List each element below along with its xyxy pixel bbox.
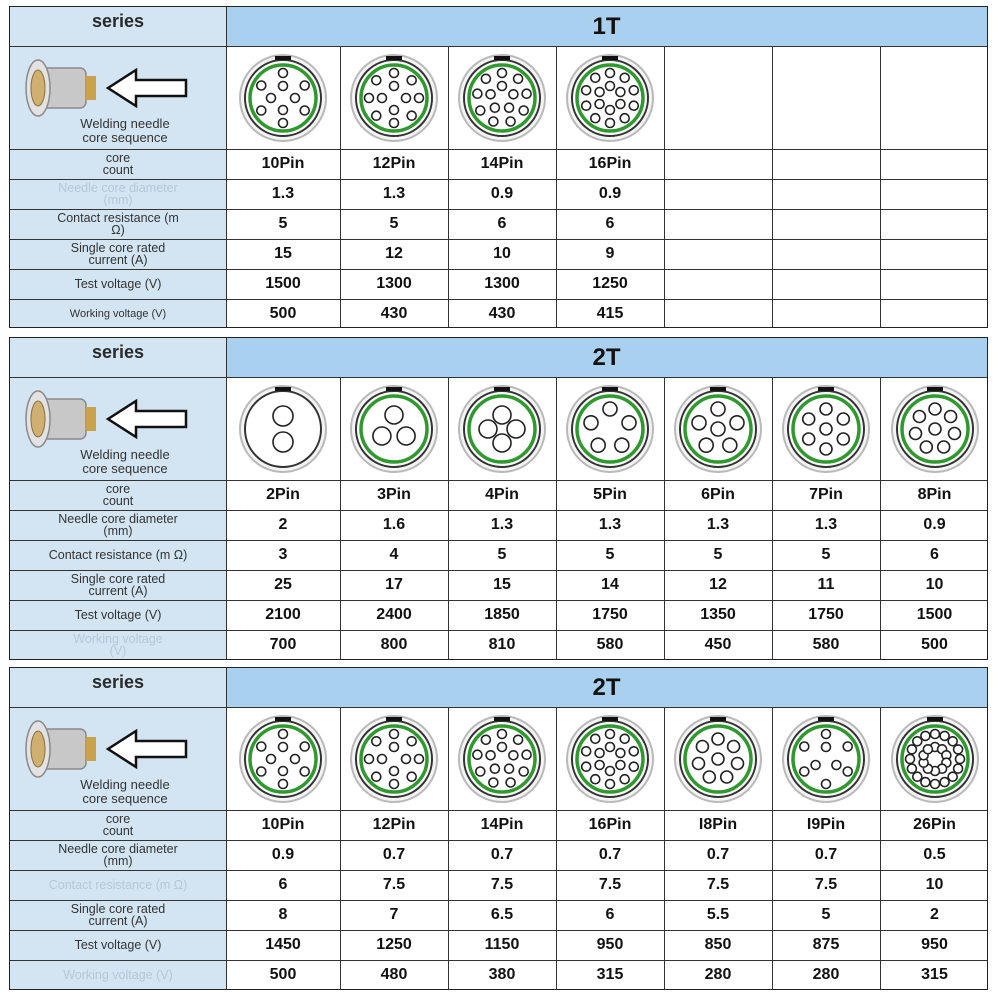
value-cell: 0.7 bbox=[598, 846, 622, 863]
value-cell: 6 bbox=[497, 215, 507, 232]
row-label-line: current (A) bbox=[88, 584, 148, 598]
connector-face-icon bbox=[780, 713, 872, 805]
value-cell: 4 bbox=[389, 546, 399, 563]
value-cell: 0.7 bbox=[382, 846, 406, 863]
value-cell: 11 bbox=[817, 576, 835, 593]
value-cell: 0.7 bbox=[814, 846, 838, 863]
value-cell: 10Pin bbox=[261, 155, 305, 172]
value-cell: 7.5 bbox=[382, 876, 406, 893]
value-cell: 6 bbox=[278, 876, 288, 893]
value-cell: 850 bbox=[704, 936, 732, 953]
connector-side-view-icon bbox=[16, 715, 226, 785]
value-cell: 5 bbox=[605, 546, 615, 563]
value-cell: 15 bbox=[274, 245, 292, 262]
row-label-line: Test voltage (V) bbox=[74, 608, 162, 622]
value-cell: 16Pin bbox=[588, 155, 632, 172]
connector-pinout-4pin bbox=[448, 377, 556, 480]
connector-pinout-10pin bbox=[226, 46, 340, 149]
row-label-contact bbox=[10, 871, 226, 899]
value-cell: 10Pin bbox=[261, 816, 305, 833]
value-cell: 12Pin bbox=[372, 816, 416, 833]
connector-face-icon bbox=[456, 713, 548, 805]
value-cell: 1.3 bbox=[598, 516, 622, 533]
row-label-test-v bbox=[10, 270, 226, 298]
spec-panel-2t bbox=[9, 667, 988, 990]
connector-face-icon bbox=[780, 383, 872, 475]
series-title: 2T bbox=[226, 338, 987, 378]
value-cell: 5.5 bbox=[706, 906, 730, 923]
value-cell: 800 bbox=[380, 636, 408, 653]
connector-pinout-7pin bbox=[772, 377, 880, 480]
value-cell: 500 bbox=[921, 636, 948, 653]
value-cell: 1.3 bbox=[706, 516, 730, 533]
connector-pinout-12pin bbox=[340, 46, 448, 149]
row-label-contact bbox=[10, 541, 226, 569]
value-cell: 280 bbox=[704, 966, 732, 983]
value-cell: 1.3 bbox=[382, 185, 406, 202]
connector-face-icon bbox=[564, 383, 656, 475]
value-cell: 2Pin bbox=[266, 486, 300, 503]
connector-face-icon bbox=[889, 383, 981, 475]
row-label-line: (mm) bbox=[103, 193, 133, 207]
row-label-line: current (A) bbox=[88, 253, 148, 267]
value-cell: 6 bbox=[605, 906, 615, 923]
value-cell: 875 bbox=[812, 936, 840, 953]
welding-label-line: Welding needle bbox=[80, 116, 170, 131]
row-label-line: Single core rated bbox=[70, 902, 166, 916]
connector-pinout-10pin bbox=[226, 707, 340, 810]
value-cell: 0.9 bbox=[271, 846, 295, 863]
connector-pinout-26pin bbox=[880, 707, 989, 810]
value-cell: 1.3 bbox=[490, 516, 514, 533]
value-cell: 1750 bbox=[808, 606, 844, 623]
value-cell: 430 bbox=[380, 305, 408, 322]
row-label-line: Contact resistance (m Ω) bbox=[48, 878, 188, 892]
value-cell: 950 bbox=[921, 936, 948, 953]
value-cell: 1850 bbox=[484, 606, 520, 623]
column-divider bbox=[772, 46, 773, 327]
connector-face-icon bbox=[889, 713, 981, 805]
value-cell: 2100 bbox=[265, 606, 301, 623]
value-cell: 0.7 bbox=[490, 846, 514, 863]
series-title: 1T bbox=[226, 7, 987, 47]
value-cell: 7.5 bbox=[490, 876, 514, 893]
value-cell: 26Pin bbox=[913, 816, 956, 833]
value-cell: 6 bbox=[605, 215, 615, 232]
value-cell: 3 bbox=[278, 546, 288, 563]
value-cell: 25 bbox=[274, 576, 292, 593]
value-cell: 17 bbox=[385, 576, 403, 593]
row-label-line: Contact resistance (m bbox=[57, 211, 179, 225]
connector-face-icon bbox=[237, 52, 329, 144]
value-cell: 1300 bbox=[484, 275, 520, 292]
value-cell: I8Pin bbox=[698, 816, 738, 833]
value-cell: 500 bbox=[269, 305, 297, 322]
value-cell: 5 bbox=[497, 546, 507, 563]
value-cell: 2 bbox=[930, 906, 939, 923]
welding-needle-label bbox=[50, 778, 200, 806]
value-cell: 480 bbox=[380, 966, 408, 983]
value-cell: 1150 bbox=[484, 936, 520, 953]
connector-face-icon bbox=[672, 383, 764, 475]
connector-pinout-i8pin bbox=[664, 707, 772, 810]
value-cell: 1500 bbox=[265, 275, 301, 292]
value-cell: 1750 bbox=[592, 606, 628, 623]
value-cell: 500 bbox=[269, 966, 297, 983]
row-label-test-v bbox=[10, 601, 226, 629]
value-cell: 5 bbox=[389, 215, 399, 232]
value-cell: 10 bbox=[925, 876, 944, 893]
row-label-work-v bbox=[10, 961, 226, 989]
value-cell: 1250 bbox=[592, 275, 628, 292]
connector-pinout-16pin bbox=[556, 46, 664, 149]
row-label-pins bbox=[10, 811, 226, 839]
column-divider bbox=[664, 46, 665, 327]
welding-label-line: core sequence bbox=[82, 791, 168, 806]
row-label-line: Ω) bbox=[111, 223, 125, 237]
value-cell: 2400 bbox=[376, 606, 412, 623]
value-cell: 7.5 bbox=[706, 876, 730, 893]
value-cell: 14Pin bbox=[480, 816, 524, 833]
connector-pinout-12pin bbox=[340, 707, 448, 810]
row-label-line: current (A) bbox=[88, 914, 148, 928]
value-cell: 315 bbox=[596, 966, 624, 983]
value-cell: 1.6 bbox=[382, 516, 406, 533]
value-cell: 7 bbox=[389, 906, 399, 923]
connector-face-icon bbox=[348, 713, 440, 805]
welding-needle-label bbox=[50, 448, 200, 476]
row-label-line: (mm) bbox=[103, 524, 133, 538]
row-label-line: Contact resistance (m Ω) bbox=[48, 548, 188, 562]
value-cell: 16Pin bbox=[588, 816, 632, 833]
connector-face-icon bbox=[672, 713, 764, 805]
row-label-pins bbox=[10, 150, 226, 178]
row-label-line: Test voltage (V) bbox=[74, 277, 162, 291]
welding-label-line: core sequence bbox=[82, 461, 168, 476]
connector-face-icon bbox=[564, 713, 656, 805]
row-label-pins bbox=[10, 481, 226, 509]
value-cell: 5 bbox=[713, 546, 723, 563]
welding-needle-label bbox=[50, 117, 200, 145]
value-cell: 7.5 bbox=[814, 876, 838, 893]
value-cell: 810 bbox=[488, 636, 516, 653]
welding-label-line: Welding needle bbox=[80, 777, 170, 792]
value-cell: 8Pin bbox=[917, 486, 952, 503]
welding-label-line: Welding needle bbox=[80, 447, 170, 462]
value-cell: 415 bbox=[596, 305, 624, 322]
connector-pinout-8pin bbox=[880, 377, 989, 480]
value-cell: 1300 bbox=[376, 275, 412, 292]
connector-pinout-16pin bbox=[556, 707, 664, 810]
row-label-line: Needle core diameter bbox=[58, 181, 178, 195]
value-cell: 12 bbox=[385, 245, 403, 262]
value-cell: 6.5 bbox=[490, 906, 514, 923]
value-cell: 14Pin bbox=[480, 155, 524, 172]
row-label-diameter bbox=[10, 511, 226, 539]
connector-pinout-14pin bbox=[448, 46, 556, 149]
row-label-current bbox=[10, 901, 226, 929]
connector-side-view-icon bbox=[16, 385, 226, 455]
value-cell: 1450 bbox=[265, 936, 301, 953]
row-label-work-v bbox=[10, 631, 226, 659]
connector-face-icon bbox=[348, 52, 440, 144]
value-cell: 0.9 bbox=[923, 516, 946, 533]
value-cell: 0.9 bbox=[490, 185, 514, 202]
value-cell: 580 bbox=[596, 636, 624, 653]
connector-side-view-icon bbox=[16, 54, 226, 124]
row-label-diameter bbox=[10, 841, 226, 869]
row-label-test-v bbox=[10, 931, 226, 959]
row-label-line: Single core rated bbox=[70, 241, 166, 255]
value-cell: 1.3 bbox=[814, 516, 838, 533]
value-cell: 15 bbox=[493, 576, 511, 593]
row-label-line: Needle core diameter bbox=[58, 512, 178, 526]
value-cell: 3Pin bbox=[377, 486, 411, 503]
value-cell: 950 bbox=[596, 936, 624, 953]
value-cell: 5 bbox=[278, 215, 288, 232]
row-label-work-v bbox=[10, 300, 226, 328]
row-label-diameter bbox=[10, 180, 226, 208]
value-cell: 5 bbox=[821, 906, 831, 923]
value-cell: 9 bbox=[605, 245, 615, 262]
welding-label-line: core sequence bbox=[82, 130, 168, 145]
row-label-line: (V) bbox=[109, 644, 127, 658]
connector-pinout-3pin bbox=[340, 377, 448, 480]
value-cell: 1.3 bbox=[271, 185, 295, 202]
value-cell: 5Pin bbox=[593, 486, 627, 503]
row-label-line: Working voltage (V) bbox=[63, 968, 173, 982]
value-cell: 1350 bbox=[700, 606, 736, 623]
value-cell: 1250 bbox=[376, 936, 412, 953]
value-cell: 10 bbox=[493, 245, 511, 262]
value-cell: 6Pin bbox=[701, 486, 735, 503]
value-cell: 5 bbox=[821, 546, 831, 563]
row-label-line: Single core rated bbox=[70, 572, 166, 586]
value-cell: 7.5 bbox=[598, 876, 622, 893]
value-cell: 700 bbox=[269, 636, 297, 653]
value-cell: 7Pin bbox=[809, 486, 843, 503]
value-cell: 10 bbox=[925, 576, 944, 593]
value-cell: 6 bbox=[930, 546, 939, 563]
row-label-current bbox=[10, 571, 226, 599]
row-label-line: Test voltage (V) bbox=[74, 938, 162, 952]
value-cell: 1500 bbox=[916, 606, 953, 623]
connector-pinout-2pin bbox=[226, 377, 340, 480]
row-label-line: Working voltage bbox=[73, 632, 163, 646]
value-cell: 12 bbox=[709, 576, 727, 593]
value-cell: 315 bbox=[921, 966, 948, 983]
row-label-line: Needle core diameter bbox=[58, 842, 178, 856]
connector-face-icon bbox=[237, 383, 329, 475]
connector-face-icon bbox=[348, 383, 440, 475]
value-cell: 14 bbox=[601, 576, 619, 593]
row-label-contact bbox=[10, 210, 226, 238]
value-cell: 450 bbox=[704, 636, 732, 653]
value-cell: 0.5 bbox=[923, 846, 946, 863]
value-cell: 0.7 bbox=[706, 846, 730, 863]
series-label: series bbox=[91, 11, 145, 31]
value-cell: 580 bbox=[812, 636, 840, 653]
series-label: series bbox=[91, 672, 145, 692]
series-label: series bbox=[91, 342, 145, 362]
value-cell: 4Pin bbox=[485, 486, 519, 503]
value-cell: 0.9 bbox=[598, 185, 622, 202]
value-cell: 280 bbox=[812, 966, 840, 983]
value-cell: 8 bbox=[278, 906, 288, 923]
series-title: 2T bbox=[226, 668, 987, 708]
connector-pinout-14pin bbox=[448, 707, 556, 810]
row-label-current bbox=[10, 240, 226, 268]
column-divider bbox=[880, 46, 881, 327]
row-label-line: core bbox=[105, 151, 131, 165]
spec-panel-1t bbox=[9, 6, 988, 328]
connector-pinout-6pin bbox=[664, 377, 772, 480]
value-cell: 430 bbox=[488, 305, 516, 322]
connector-face-icon bbox=[456, 52, 548, 144]
connector-face-icon bbox=[564, 52, 656, 144]
connector-pinout-5pin bbox=[556, 377, 664, 480]
value-cell: 2 bbox=[278, 516, 288, 533]
connector-face-icon bbox=[237, 713, 329, 805]
spec-panel-2t bbox=[9, 337, 988, 660]
row-label-line: count bbox=[102, 824, 134, 838]
row-label-line: (mm) bbox=[103, 854, 133, 868]
connector-pinout-i9pin bbox=[772, 707, 880, 810]
value-cell: I9Pin bbox=[806, 816, 846, 833]
row-label-line: core bbox=[105, 812, 131, 826]
row-label-line: count bbox=[102, 494, 134, 508]
value-cell: 12Pin bbox=[372, 155, 416, 172]
value-cell: 380 bbox=[488, 966, 516, 983]
row-label-line: core bbox=[105, 482, 131, 496]
row-label-line: count bbox=[102, 163, 134, 177]
row-label-line: Working voltage (V) bbox=[69, 308, 167, 320]
connector-face-icon bbox=[456, 383, 548, 475]
